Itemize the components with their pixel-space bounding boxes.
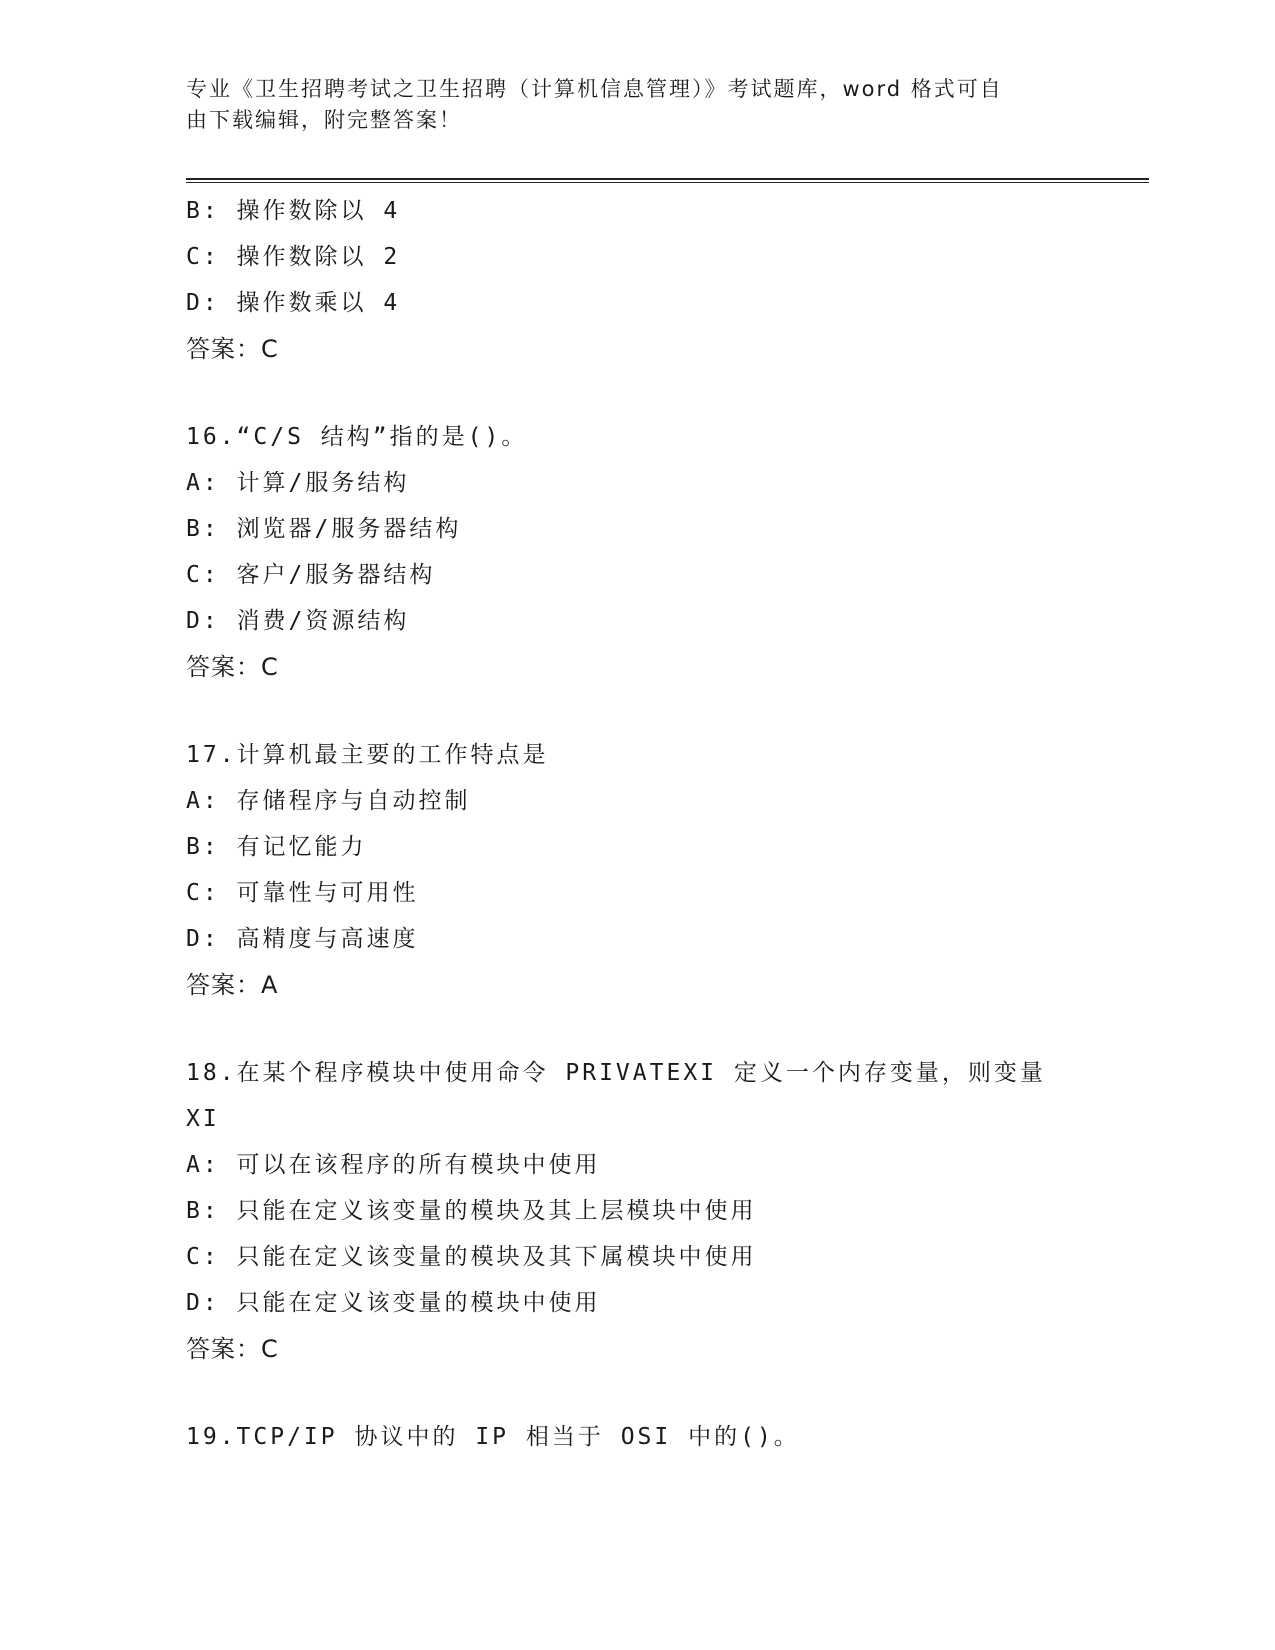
- question-list: [186, 188, 1086, 1460]
- question-text: 19.TCP/IP 协议中的 IP 相当于 OSI 中的()。: [186, 1424, 800, 1450]
- header-line-2: 由下载编辑，附完整答案！: [186, 108, 462, 132]
- answer: 答案：C: [186, 335, 279, 363]
- question-16: [186, 414, 1086, 690]
- option-a: A: 可以在该程序的所有模块中使用: [186, 1152, 601, 1178]
- spacer: [186, 690, 1086, 732]
- answer: 答案：C: [186, 653, 279, 681]
- answer: 答案：A: [186, 971, 279, 999]
- option-d: D: 消费/资源结构: [186, 608, 410, 634]
- spacer: [186, 372, 1086, 414]
- option-d: D: 操作数乘以 4: [186, 290, 401, 316]
- document-header: [186, 74, 1086, 136]
- header-line-1: 专业《卫生招聘考试之卫生招聘（计算机信息管理）》考试题库，word 格式可自: [186, 77, 1003, 101]
- option-d: D: 高精度与高速度: [186, 926, 419, 952]
- option-b: B: 只能在定义该变量的模块及其上层模块中使用: [186, 1198, 757, 1224]
- spacer: [186, 1008, 1086, 1050]
- option-c: C: 可靠性与可用性: [186, 880, 419, 906]
- question-17: [186, 732, 1086, 1008]
- option-a: A: 存储程序与自动控制: [186, 788, 471, 814]
- option-c: C: 操作数除以 2: [186, 244, 401, 270]
- question-text: 17.计算机最主要的工作特点是: [186, 742, 549, 768]
- header-divider: [186, 178, 1149, 183]
- option-b: B: 操作数除以 4: [186, 198, 401, 224]
- question-text-line-1: 18.在某个程序模块中使用命令 PRIVATEXI 定义一个内存变量，则变量: [186, 1060, 1046, 1086]
- answer: 答案：C: [186, 1335, 279, 1363]
- option-b: B: 有记忆能力: [186, 834, 367, 860]
- option-b: B: 浏览器/服务器结构: [186, 516, 462, 542]
- spacer: [186, 1372, 1086, 1414]
- option-c: C: 客户/服务器结构: [186, 562, 436, 588]
- option-d: D: 只能在定义该变量的模块中使用: [186, 1290, 601, 1316]
- question-18: [186, 1050, 1086, 1372]
- question-text: 16.“C/S 结构”指的是()。: [186, 424, 528, 450]
- option-c: C: 只能在定义该变量的模块及其下属模块中使用: [186, 1244, 757, 1270]
- question-15: [186, 188, 1086, 372]
- question-19: [186, 1414, 1086, 1460]
- option-a: A: 计算/服务结构: [186, 470, 410, 496]
- question-text-line-2: XI: [186, 1106, 220, 1132]
